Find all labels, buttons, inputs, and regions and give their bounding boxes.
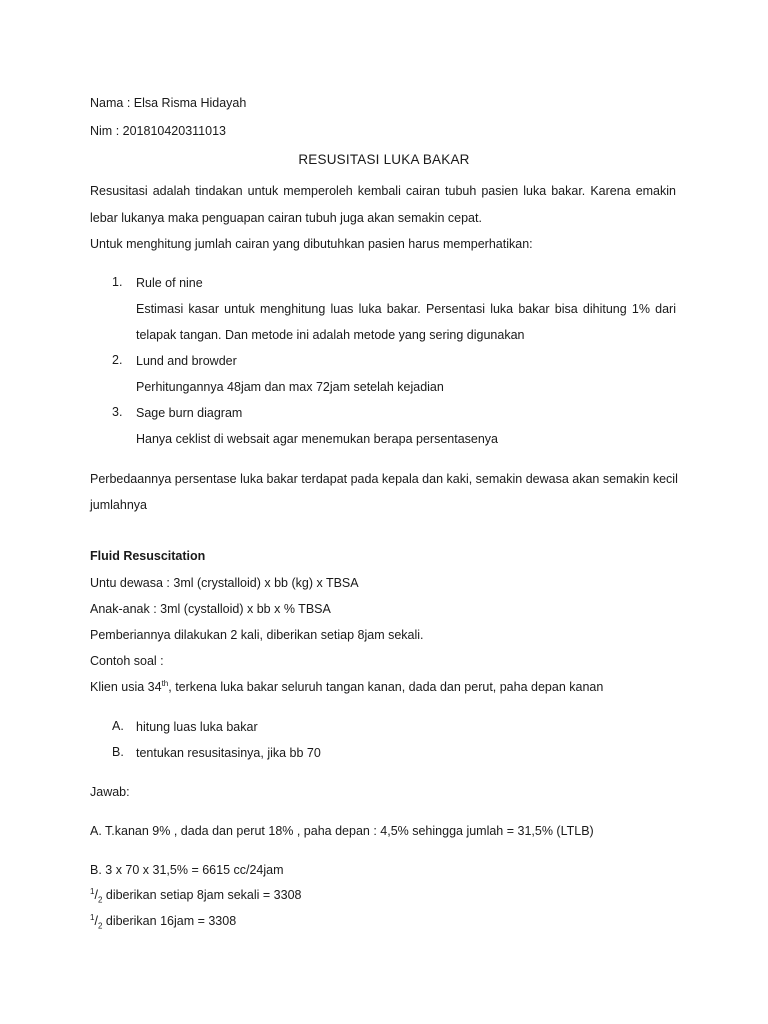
question-label-a: A. — [112, 719, 124, 733]
question-text-a: hitung luas luka bakar — [136, 720, 258, 734]
intro-line-3: Untuk menghitung jumlah cairan yang dibutuhkan pasien harus memperhatikan: — [90, 237, 533, 251]
method-number-3: 3. — [112, 405, 123, 419]
question-label-b: B. — [112, 745, 124, 759]
example-case — [90, 679, 603, 695]
method-title-2: Lund and browder — [136, 354, 237, 368]
method-desc-1b: telapak tangan. Dan metode ini adalah metode yang sering digunakan — [136, 328, 525, 342]
answer-label: Jawab: — [90, 785, 130, 799]
method-title-1: Rule of nine — [136, 276, 203, 290]
case-suffix: , terkena luka bakar seluruh tangan kanan, dada dan perut, paha depan kanan — [168, 680, 604, 694]
fluid-heading: Fluid Resuscitation — [90, 549, 206, 563]
fraction-denominator: 2 — [97, 895, 103, 905]
fraction-numerator: 1 — [90, 886, 95, 896]
intro-line-2: lebar lukanya maka penguapan cairan tubuh juga akan semakin cepat. — [90, 211, 482, 225]
case-prefix: Klien usia 34 — [90, 680, 162, 694]
method-number-2: 2. — [112, 353, 123, 367]
fraction-numerator: 1 — [90, 912, 95, 922]
student-name: Nama : Elsa Risma Hidayah — [90, 96, 247, 110]
difference-line-2: jumlahnya — [90, 498, 147, 512]
half-1-text: diberikan setiap 8jam sekali = 3308 — [102, 888, 302, 902]
method-desc-1a: Estimasi kasar untuk menghitung luas luka bakar. Persentasi luka bakar bisa dihitung 1% dari — [136, 302, 676, 316]
answer-b: B. 3 x 70 x 31,5% = 6615 cc/24jam — [90, 863, 284, 877]
student-nim: Nim : 201810420311013 — [90, 124, 226, 138]
method-title-3: Sage burn diagram — [136, 406, 243, 420]
document-title: RESUSITASI LUKA BAKAR — [298, 152, 470, 167]
answer-a: A. T.kanan 9% , dada dan perut 18% , paha depan : 4,5% sehingga jumlah = 31,5% (LTLB) — [90, 824, 594, 838]
half-2-text: diberikan 16jam = 3308 — [102, 914, 237, 928]
fluid-child-formula: Anak-anak : 3ml (cystalloid) x bb x % TBSA — [90, 602, 331, 616]
difference-line-1: Perbedaannya persentase luka bakar terdapat pada kepala dan kaki, semakin dewasa akan semakin kecil — [90, 472, 678, 486]
method-number-1: 1. — [112, 275, 123, 289]
answer-half-1: $^1/_2$ diberikan setiap 8jam sekali = 3308 — [90, 886, 302, 905]
example-label: Contoh soal : — [90, 654, 164, 668]
fraction-denominator: 2 — [97, 921, 103, 931]
method-desc-3: Hanya ceklist di websait agar menemukan berapa persentasenya — [136, 432, 499, 446]
case-sup: th — [161, 678, 169, 688]
question-text-b: tentukan resusitasinya, jika bb 70 — [136, 746, 321, 760]
answer-half-2: $^1/_2$ diberikan 16jam = 3308 — [90, 912, 237, 931]
fluid-given-note: Pemberiannya dilakukan 2 kali, diberikan setiap 8jam sekali. — [90, 628, 424, 642]
intro-line-1: Resusitasi adalah tindakan untuk memperoleh kembali cairan tubuh pasien luka bakar. Karena emakin — [90, 184, 676, 198]
fluid-adult-formula: Untu dewasa : 3ml (crystalloid) x bb (kg) x TBSA — [90, 576, 359, 590]
method-desc-2: Perhitungannya 48jam dan max 72jam setelah kejadian — [136, 380, 444, 394]
